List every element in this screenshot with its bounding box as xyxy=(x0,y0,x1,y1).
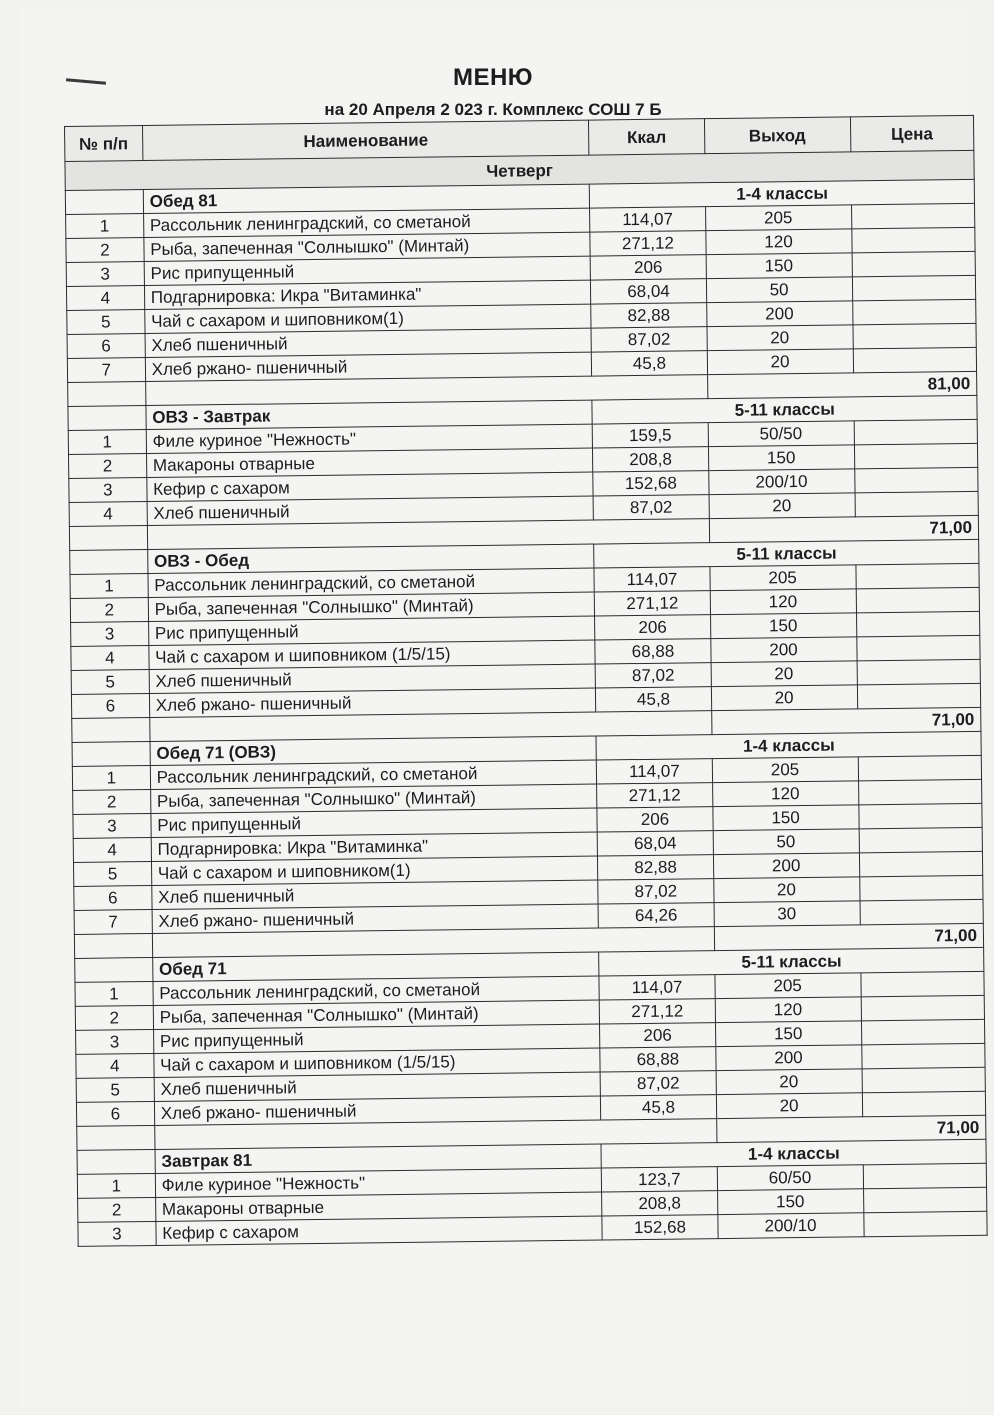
item-kcal: 45,8 xyxy=(596,687,711,712)
col-header-name: Наименование xyxy=(142,120,589,160)
section-total-price: 71,00 xyxy=(714,923,984,950)
item-number: 3 xyxy=(71,622,149,647)
item-number: 4 xyxy=(76,1053,154,1078)
item-price xyxy=(860,899,984,925)
item-number: 1 xyxy=(75,981,153,1006)
item-output: 20 xyxy=(713,877,859,903)
item-price xyxy=(862,1067,986,1093)
item-name: Филе куриное "Нежность" xyxy=(146,424,593,453)
section-title: Обед 71 xyxy=(152,952,599,981)
item-number: 5 xyxy=(76,1077,154,1102)
section-title: ОВЗ - Завтрак xyxy=(146,400,593,429)
item-number: 6 xyxy=(74,885,152,910)
item-number: 3 xyxy=(78,1221,156,1246)
item-name: Хлеб пшеничный xyxy=(152,880,599,909)
item-kcal: 159,5 xyxy=(593,423,708,448)
item-name: Чай с сахаром и шиповником (1/5/15) xyxy=(149,640,596,669)
item-number: 1 xyxy=(66,214,144,239)
item-number: 2 xyxy=(69,454,147,479)
item-number: 5 xyxy=(67,310,145,335)
item-output: 150 xyxy=(715,1021,861,1047)
section-group: 5-11 классы xyxy=(594,539,979,568)
section-num-cell xyxy=(72,741,150,766)
item-price xyxy=(857,683,981,709)
item-kcal: 271,12 xyxy=(597,783,712,808)
item-output: 205 xyxy=(714,973,860,999)
item-output: 200 xyxy=(710,637,856,663)
item-price xyxy=(852,275,976,301)
item-number: 5 xyxy=(71,670,149,695)
item-output: 205 xyxy=(709,565,855,591)
item-output: 20 xyxy=(707,349,853,375)
section-group: 5-11 классы xyxy=(599,947,984,976)
item-output: 30 xyxy=(714,901,860,927)
col-header-price: Цена xyxy=(850,115,974,152)
section-total-price: 81,00 xyxy=(707,371,977,398)
item-price xyxy=(857,659,981,685)
section-group: 5-11 классы xyxy=(592,395,977,424)
item-number: 5 xyxy=(73,861,151,886)
item-name: Хлеб пшеничный xyxy=(145,328,592,357)
item-kcal: 208,8 xyxy=(602,1191,717,1216)
item-kcal: 114,07 xyxy=(590,207,705,232)
section-title: ОВЗ - Обед xyxy=(147,544,594,573)
item-number: 4 xyxy=(66,286,144,311)
item-number: 7 xyxy=(74,909,152,934)
item-name: Рис припущенный xyxy=(153,1024,600,1053)
item-output: 20 xyxy=(711,685,857,711)
section-group: 1-4 классы xyxy=(596,731,981,760)
menu-table xyxy=(64,115,988,1247)
item-name: Подгарнировка: Икра "Витаминка" xyxy=(151,832,598,861)
item-price xyxy=(851,227,975,253)
section-total-price: 71,00 xyxy=(716,1115,986,1142)
item-name: Рассольник ленинградский, со сметаной xyxy=(143,208,590,237)
item-price xyxy=(855,491,979,517)
item-kcal: 271,12 xyxy=(595,591,710,616)
section-num-cell xyxy=(68,406,146,431)
total-num-cell xyxy=(69,526,147,551)
item-name: Чай с сахаром и шиповником (1/5/15) xyxy=(154,1048,601,1077)
item-name: Кефир с сахаром xyxy=(147,472,594,501)
total-num-cell xyxy=(74,933,152,958)
item-output: 150 xyxy=(708,445,854,471)
item-kcal: 87,02 xyxy=(596,663,711,688)
section-title: Обед 71 (ОВЗ) xyxy=(150,736,597,765)
item-output: 20 xyxy=(706,325,852,351)
item-output: 150 xyxy=(710,613,856,639)
item-price xyxy=(854,443,978,469)
item-kcal: 82,88 xyxy=(591,303,706,328)
item-output: 120 xyxy=(712,781,858,807)
item-kcal: 152,68 xyxy=(593,471,708,496)
item-price xyxy=(863,1187,987,1213)
item-number: 3 xyxy=(66,262,144,287)
item-name: Чай с сахаром и шиповником(1) xyxy=(144,304,591,333)
item-price xyxy=(859,827,983,853)
item-price xyxy=(858,779,982,805)
item-price xyxy=(854,419,978,445)
item-kcal: 87,02 xyxy=(601,1071,716,1096)
item-number: 6 xyxy=(67,334,145,359)
col-header-kcal: Ккал xyxy=(589,119,704,155)
item-kcal: 206 xyxy=(595,615,710,640)
item-price xyxy=(856,587,980,613)
item-number: 6 xyxy=(71,694,149,719)
item-name: Рыба, запеченная "Солнышко" (Минтай) xyxy=(153,1000,600,1029)
item-number: 2 xyxy=(66,238,144,263)
item-output: 120 xyxy=(710,589,856,615)
item-kcal: 206 xyxy=(600,1023,715,1048)
item-number: 1 xyxy=(70,574,148,599)
item-price xyxy=(862,1091,986,1117)
item-name: Макароны отварные xyxy=(146,448,593,477)
item-price xyxy=(863,1163,987,1189)
day-label: Четверг xyxy=(65,150,974,190)
item-name: Рыба, запеченная "Солнышко" (Минтай) xyxy=(150,784,597,813)
item-kcal: 45,8 xyxy=(601,1095,716,1120)
item-price xyxy=(856,563,980,589)
item-output: 120 xyxy=(715,997,861,1023)
item-name: Хлеб ржано- пшеничный xyxy=(154,1096,601,1125)
item-name: Рис припущенный xyxy=(148,616,595,645)
item-name: Рис припущенный xyxy=(151,808,598,837)
item-name: Макароны отварные xyxy=(155,1192,602,1221)
item-number: 2 xyxy=(70,598,148,623)
item-kcal: 206 xyxy=(597,807,712,832)
item-number: 3 xyxy=(76,1029,154,1054)
item-kcal: 271,12 xyxy=(600,999,715,1024)
item-output: 50/50 xyxy=(708,421,854,447)
item-name: Хлеб ржано- пшеничный xyxy=(149,688,596,717)
item-output: 20 xyxy=(716,1093,862,1119)
item-name: Хлеб ржано- пшеничный xyxy=(152,904,599,933)
item-number: 4 xyxy=(69,502,147,527)
item-name: Хлеб ржано- пшеничный xyxy=(145,352,592,381)
item-number: 4 xyxy=(73,837,151,862)
item-price xyxy=(858,755,982,781)
item-price xyxy=(859,875,983,901)
item-kcal: 64,26 xyxy=(598,903,713,928)
item-output: 50 xyxy=(706,277,852,303)
item-kcal: 114,07 xyxy=(599,975,714,1000)
item-price xyxy=(853,347,977,373)
section-group: 1-4 классы xyxy=(590,179,975,208)
item-name: Рыба, запеченная "Солнышко" (Минтай) xyxy=(148,592,595,621)
item-kcal: 68,04 xyxy=(591,279,706,304)
item-price xyxy=(852,251,976,277)
item-kcal: 271,12 xyxy=(590,231,705,256)
item-name: Рассольник ленинградский, со сметаной xyxy=(150,760,597,789)
item-price xyxy=(854,467,978,493)
item-kcal: 206 xyxy=(591,255,706,280)
item-number: 7 xyxy=(67,358,145,383)
item-price xyxy=(861,995,985,1021)
item-name: Филе куриное "Нежность" xyxy=(155,1168,602,1197)
item-kcal: 68,88 xyxy=(595,639,710,664)
section-total-price: 71,00 xyxy=(709,515,979,542)
item-output: 50 xyxy=(713,829,859,855)
section-num-cell xyxy=(75,957,153,982)
item-output: 205 xyxy=(712,757,858,783)
item-output: 20 xyxy=(716,1069,862,1095)
section-num-cell xyxy=(77,1149,155,1174)
item-output: 20 xyxy=(711,661,857,687)
item-name: Рассольник ленинградский, со сметаной xyxy=(148,568,595,597)
item-number: 1 xyxy=(72,765,150,790)
page-subtitle: на 20 Апреля 2 023 г. Комплекс СОШ 7 Б xyxy=(324,100,662,119)
item-kcal: 152,68 xyxy=(602,1215,717,1240)
item-name: Чай с сахаром и шиповником(1) xyxy=(151,856,598,885)
page-title: МЕНЮ xyxy=(452,64,534,91)
item-kcal: 114,07 xyxy=(594,567,709,592)
item-kcal: 114,07 xyxy=(597,759,712,784)
item-kcal: 208,8 xyxy=(593,447,708,472)
col-header-out: Выход xyxy=(704,117,851,154)
item-price xyxy=(861,1019,985,1045)
item-price xyxy=(861,1043,985,1069)
item-output: 150 xyxy=(717,1189,863,1215)
col-header-num: № п/п xyxy=(65,126,143,162)
total-num-cell xyxy=(77,1125,155,1150)
item-number: 2 xyxy=(78,1197,156,1222)
item-name: Хлеб пшеничный xyxy=(147,496,594,525)
item-output: 120 xyxy=(705,229,851,255)
section-title: Завтрак 81 xyxy=(155,1144,602,1173)
item-number: 3 xyxy=(73,813,151,838)
item-price xyxy=(861,971,985,997)
item-number: 6 xyxy=(76,1101,154,1126)
section-group: 1-4 классы xyxy=(601,1139,986,1168)
total-num-cell xyxy=(68,382,146,407)
item-output: 60/50 xyxy=(717,1165,863,1191)
item-kcal: 123,7 xyxy=(602,1167,717,1192)
section-title: Обед 81 xyxy=(143,184,590,213)
item-name: Кефир с сахаром xyxy=(156,1216,603,1245)
item-price xyxy=(856,635,980,661)
section-num-cell xyxy=(70,550,148,575)
item-kcal: 87,02 xyxy=(598,879,713,904)
section-total-price: 71,00 xyxy=(711,707,981,734)
item-output: 150 xyxy=(706,253,852,279)
item-kcal: 68,04 xyxy=(598,831,713,856)
item-name: Подгарнировка: Икра "Витаминка" xyxy=(144,280,591,309)
item-price xyxy=(863,1211,987,1237)
item-price xyxy=(859,851,983,877)
item-kcal: 68,88 xyxy=(600,1047,715,1072)
section-num-cell xyxy=(65,190,143,215)
item-number: 1 xyxy=(77,1173,155,1198)
item-kcal: 82,88 xyxy=(598,855,713,880)
item-output: 200 xyxy=(715,1045,861,1071)
item-output: 200 xyxy=(706,301,852,327)
item-output: 200/10 xyxy=(708,469,854,495)
item-output: 200/10 xyxy=(717,1213,863,1239)
item-number: 2 xyxy=(75,1005,153,1030)
item-output: 150 xyxy=(712,805,858,831)
item-price xyxy=(858,803,982,829)
item-name: Рыба, запеченная "Солнышко" (Минтай) xyxy=(144,232,591,261)
item-name: Хлеб пшеничный xyxy=(149,664,596,693)
menu-sheet xyxy=(18,8,980,1408)
item-price xyxy=(851,203,975,229)
item-kcal: 45,8 xyxy=(592,351,707,376)
item-name: Рис припущенный xyxy=(144,256,591,285)
item-number: 2 xyxy=(73,789,151,814)
item-number: 1 xyxy=(68,430,146,455)
item-name: Хлеб пшеничный xyxy=(154,1072,601,1101)
item-price xyxy=(853,323,977,349)
item-number: 4 xyxy=(71,646,149,671)
item-kcal: 87,02 xyxy=(591,327,706,352)
item-price xyxy=(856,611,980,637)
item-output: 20 xyxy=(709,493,855,519)
item-number: 3 xyxy=(69,478,147,503)
item-price xyxy=(852,299,976,325)
total-num-cell xyxy=(72,718,150,743)
item-output: 200 xyxy=(713,853,859,879)
item-kcal: 87,02 xyxy=(594,495,709,520)
item-output: 205 xyxy=(705,205,851,231)
item-name: Рассольник ленинградский, со сметаной xyxy=(153,976,600,1005)
